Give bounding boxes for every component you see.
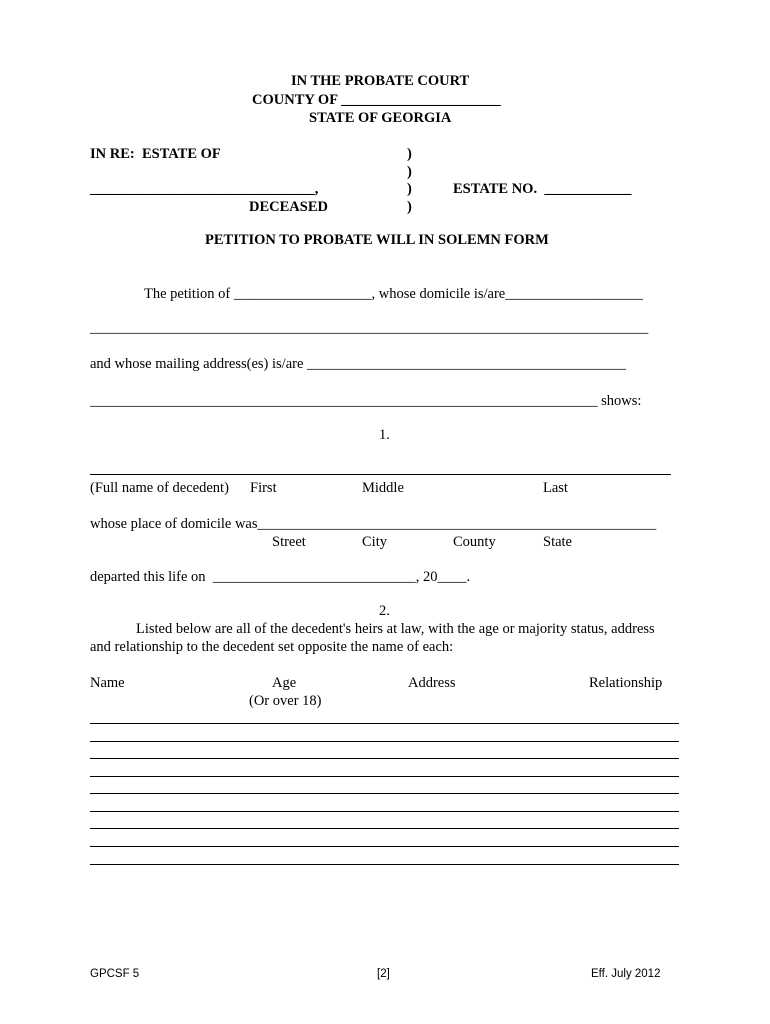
estate-name-field[interactable]: _______________________________, xyxy=(90,181,319,197)
heir-entry-line[interactable] xyxy=(90,846,679,847)
effective-date: Eff. July 2012 xyxy=(591,968,661,980)
form-title: PETITION TO PROBATE WILL IN SOLEMN FORM xyxy=(205,232,549,248)
page-number: [2] xyxy=(377,968,390,980)
column-address-header: Address xyxy=(408,675,456,691)
first-name-label: First xyxy=(250,480,277,496)
county-line[interactable]: COUNTY OF ______________________ xyxy=(252,92,501,108)
column-age-note: (Or over 18) xyxy=(249,693,322,709)
address-continuation-line[interactable]: ______________________________________________________________________ shows: xyxy=(90,393,642,409)
caption-paren: ) xyxy=(407,146,412,162)
heirs-paragraph-line-1: Listed below are all of the decedent's heirs at law, with the age or majority status, address xyxy=(136,621,655,637)
domicile-line[interactable]: whose place of domicile was_______________________________________________________ xyxy=(90,516,657,532)
county-label: County xyxy=(453,534,496,550)
caption-paren: ) xyxy=(407,164,412,180)
form-id: GPCSF 5 xyxy=(90,968,140,980)
domicile-continuation-line[interactable]: _____________________________________________________________________________ xyxy=(90,320,649,336)
state-label: State xyxy=(543,534,572,550)
section-number-2: 2. xyxy=(379,603,390,619)
street-label: Street xyxy=(272,534,306,550)
heir-entry-line[interactable] xyxy=(90,828,679,829)
heir-entry-line[interactable] xyxy=(90,741,679,742)
heir-entry-line[interactable] xyxy=(90,776,679,777)
column-age-header: Age xyxy=(272,675,297,691)
heir-entry-line[interactable] xyxy=(90,723,679,724)
city-label: City xyxy=(362,534,387,550)
column-relationship-header: Relationship xyxy=(589,675,663,691)
heir-entry-line[interactable] xyxy=(90,811,679,812)
estate-number-field[interactable]: ESTATE NO. ____________ xyxy=(453,181,632,197)
petitioner-line[interactable]: The petition of ___________________, whose domicile is/are___________________ xyxy=(144,286,643,302)
decedent-name-line[interactable] xyxy=(90,474,671,475)
last-name-label: Last xyxy=(543,480,568,496)
full-name-label: (Full name of decedent) xyxy=(90,480,229,496)
column-name-header: Name xyxy=(90,675,125,691)
caption-paren: ) xyxy=(407,199,412,215)
mailing-address-line[interactable]: and whose mailing address(es) is/are ____________________________________________ xyxy=(90,356,627,372)
middle-name-label: Middle xyxy=(362,480,404,496)
court-heading: IN THE PROBATE COURT xyxy=(291,73,470,89)
caption-paren: ) xyxy=(407,181,412,197)
in-re-label: IN RE: ESTATE OF xyxy=(90,146,221,162)
section-number-1: 1. xyxy=(379,427,390,443)
heir-entry-line[interactable] xyxy=(90,793,679,794)
heir-entry-line[interactable] xyxy=(90,758,679,759)
date-of-death-line[interactable]: departed this life on ____________________________, 20____. xyxy=(90,569,471,585)
state-heading: STATE OF GEORGIA xyxy=(309,110,452,126)
deceased-label: DECEASED xyxy=(249,199,328,215)
heirs-paragraph-line-2: and relationship to the decedent set opposite the name of each: xyxy=(90,639,454,655)
heir-entry-line[interactable] xyxy=(90,864,679,865)
